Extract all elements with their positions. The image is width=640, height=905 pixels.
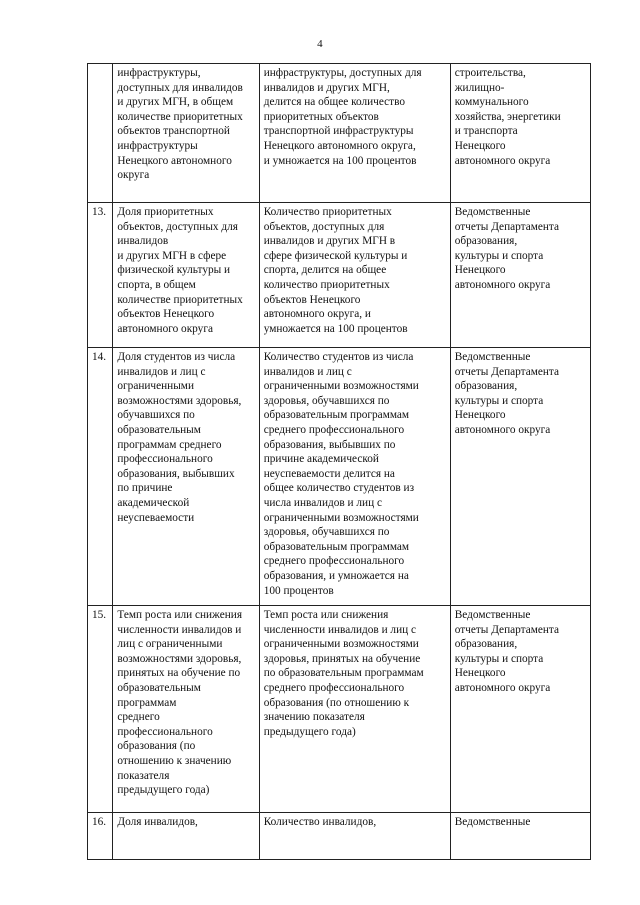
data-source-cell: Ведомственные bbox=[450, 813, 590, 860]
data-source-cell: Ведомственные отчеты Департамента образования, культуры и спорта Ненецкого автономного округа bbox=[450, 348, 590, 606]
data-source-cell: Ведомственные отчеты Департамента образования, культуры и спорта Ненецкого автономного округа bbox=[450, 203, 590, 348]
calculation-method-cell: Количество приоритетных объектов, доступных для инвалидов и других МГН в сфере физической культуры и спорта, делится на общее количество приоритетных объектов Ненецкого автономного округа, и умножается на 100 процентов bbox=[259, 203, 450, 348]
row-number-cell: 14. bbox=[88, 348, 113, 606]
calculation-method-cell: Количество инвалидов, bbox=[259, 813, 450, 860]
table-row bbox=[88, 606, 591, 813]
indicator-name-cell: Доля инвалидов, bbox=[113, 813, 259, 860]
calculation-method-cell: Темп роста или снижения численности инвалидов и лиц с ограниченными возможностями здоровья, принятых на обучение по образовательным программам среднего профессионального образования (по отношению к значению показателя предыдущего года) bbox=[259, 606, 450, 813]
row-number-cell: 15. bbox=[88, 606, 113, 813]
indicator-name-cell: Доля студентов из числа инвалидов и лиц с ограниченными возможностями здоровья, обучавшихся по образовательным программам среднего профессионального образования, выбывших по причине академической неуспеваемости bbox=[113, 348, 259, 606]
page-number: 4 bbox=[317, 38, 323, 50]
indicator-name-cell: Доля приоритетных объектов, доступных для инвалидов и других МГН в сфере физической культуры и спорта, в общем количестве приоритетных объектов Ненецкого автономного округа bbox=[113, 203, 259, 348]
row-number-cell bbox=[88, 64, 113, 203]
row-number-cell: 16. bbox=[88, 813, 113, 860]
calculation-method-cell: Количество студентов из числа инвалидов и лиц с ограниченными возможностями здоровья, обучавшихся по образовательным программам среднего профессионального образования, выбывших по причине академической неуспеваемости делится на общее количество студентов из числа инвалидов и лиц с ограниченными возможностями здоровья, обучавшихся по образовательным программам среднего профессионального образования, и умножается на 100 процентов bbox=[259, 348, 450, 606]
table-row bbox=[88, 64, 591, 203]
indicator-name-cell: Темп роста или снижения численности инвалидов и лиц с ограниченными возможностями здоровья, принятых на обучение по образовательным программам среднего профессионального образования (по отношению к значению показателя предыдущего года) bbox=[113, 606, 259, 813]
calculation-method-cell: инфраструктуры, доступных для инвалидов и других МГН, делится на общее количество приоритетных объектов транспортной инфраструктуры Ненецкого автономного округа, и умножается на 100 процентов bbox=[259, 64, 450, 203]
indicator-name-cell: инфраструктуры, доступных для инвалидов и других МГН, в общем количестве приоритетных объектов транспортной инфраструктуры Ненецкого автономного округа bbox=[113, 64, 259, 203]
table-row bbox=[88, 813, 591, 860]
data-source-cell: строительства, жилищно- коммунального хозяйства, энергетики и транспорта Ненецкого автономного округа bbox=[450, 64, 590, 203]
row-number-cell: 13. bbox=[88, 203, 113, 348]
data-source-cell: Ведомственные отчеты Департамента образования, культуры и спорта Ненецкого автономного округа bbox=[450, 606, 590, 813]
indicators-table bbox=[87, 63, 591, 860]
table-row bbox=[88, 348, 591, 606]
table-row bbox=[88, 203, 591, 348]
